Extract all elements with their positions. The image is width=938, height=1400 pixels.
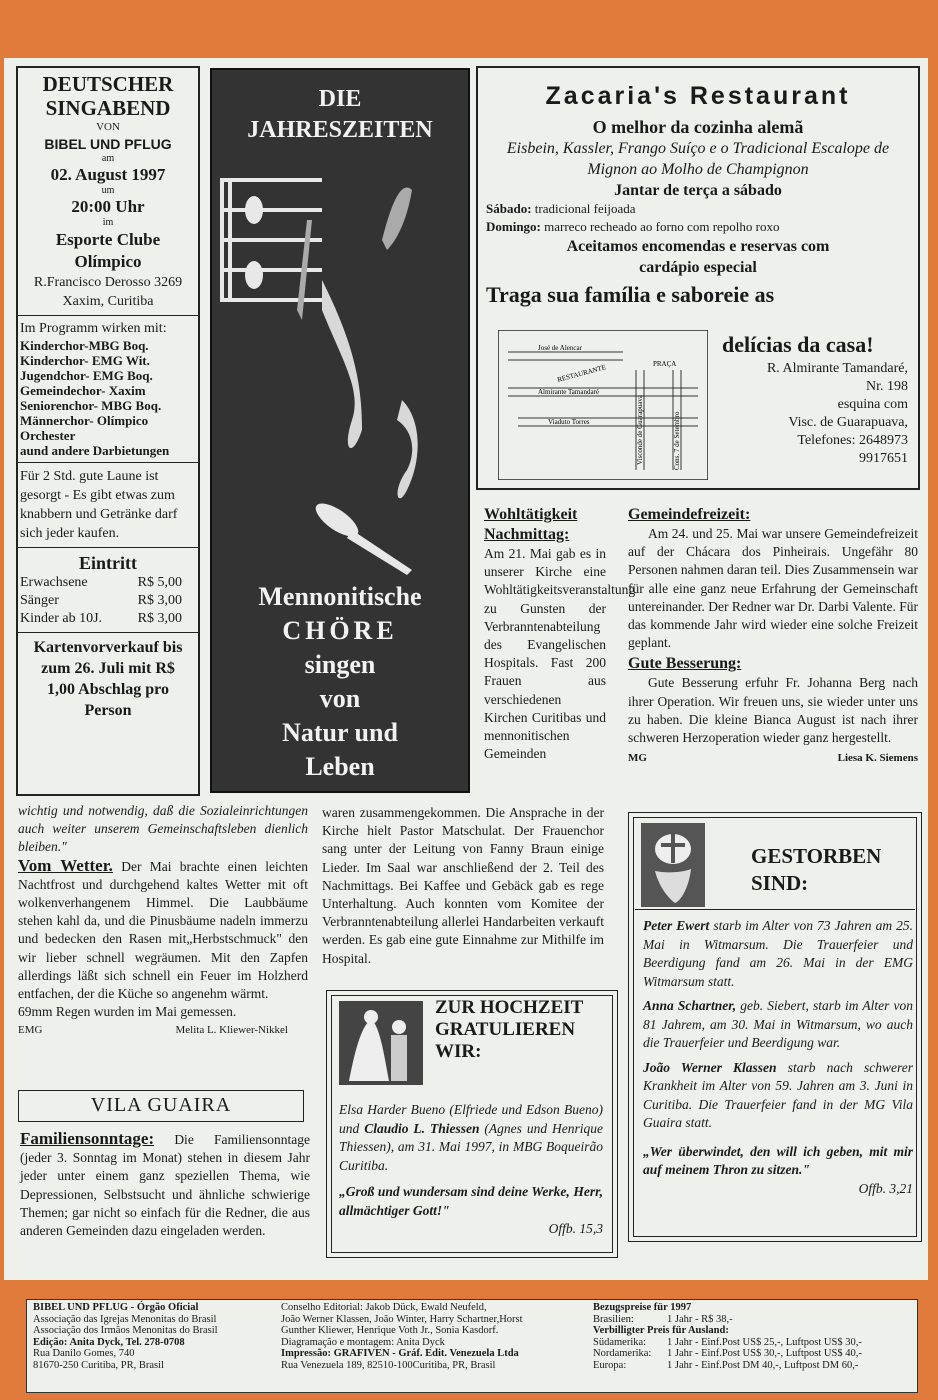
wetter-article [18, 802, 308, 1040]
domingo-text: marreco recheado ao forno com repolho roxo [544, 219, 780, 234]
hochzeit-details: (Agnes und Henrique Thiessen), am 31. Mai 1997, in MBG Boqueirão Curitiba. [339, 1120, 603, 1173]
newspaper-page [4, 58, 928, 1280]
gemeindefreizeit-article [628, 505, 918, 767]
singabend-am: am [101, 153, 115, 164]
poster-line-1: Mennonitische [258, 582, 422, 611]
vila-guaira-title: VILA GUAIRA [90, 1094, 232, 1116]
price-region: Südamerika: [593, 1336, 647, 1348]
eintritt-heading: Eintritt [79, 553, 137, 573]
impressum-line: Associação dos Irmãos Menonitas do Brasil [33, 1325, 218, 1337]
ausland-title: Verbilligter Preis für Ausland: [593, 1325, 729, 1337]
program-intro: Im Programm wirken mit: [20, 321, 167, 336]
poster-line-4: von [319, 684, 361, 713]
choir-item: Seniorenchor- MBG Boq. [20, 398, 162, 413]
bezugspreise-title: Bezugspreise für 1997 [593, 1302, 692, 1313]
restaurant-dishes: Eisbein, Kassler, Frango Suíço e o Tradicional Escalope de Mignon ao Molho de Champignon [506, 140, 890, 178]
wetter-text: Der Mai brachte einen leichten Nachtfrost und durchgehend kaltes Wetter mit oft wolkenverhangenem Himmel. Die Laubbäume stehen kahl da, und die Pinusbäume nadeln immerzu und bedecken den Rasen mit„Herbstschmuck" den wir lieber schnell wegräumen. Mit den Zapfen allerdings läßt sich schnell ein Feuer im Holzherd entfachen, der die Küche so angenehm wärmt. [18, 858, 309, 1002]
impressum-line: Impressão: GRAFIVEN - Gráf. Edit. Venezuela Ltda [281, 1348, 519, 1360]
impressum-line: Diagramação e montagem: Anita Dyck [281, 1336, 445, 1348]
singabend-place-1: Esporte Clube [55, 230, 161, 249]
singabend-time: 20:00 Uhr [71, 197, 145, 216]
price-value: 1 Jahr - R$ 38,- [667, 1313, 733, 1325]
vorverkauf-text: Kartenvorverkauf bis zum 26. Juli mit R$ 1,00 Abschlag pro Person [33, 639, 183, 719]
fun-text: Für 2 Std. gute Laune ist gesorgt - Es gibt etwas zum knabbern und Getränke darf sich jeder kaufen. [20, 469, 178, 541]
wetter-regen: 69mm Regen wurden im Mai gemessen. [18, 1004, 237, 1020]
choir-item: Kinderchor-MBG Boq. [20, 338, 149, 353]
price-region: Brasilien: [593, 1313, 634, 1325]
price-row: Sänger R$ 3,00 [20, 593, 182, 608]
impressum-line: Conselho Editorial: Jakob Dück, Ewald Neufeld, [281, 1302, 487, 1313]
impressum-line: BIBEL UND PFLUG - Órgão Oficial [33, 1302, 199, 1313]
wohltaetigkeit-continuation [322, 804, 604, 968]
besserung-sign-left: MG [628, 752, 647, 765]
map-restaurante: RESTAURANTE [556, 363, 607, 384]
gemeindefreizeit-heading: Gemeindefreizeit: [628, 506, 751, 523]
impressum-col-1 [33, 1302, 273, 1372]
impressum-col-3 [593, 1302, 913, 1372]
vila-guaira-title-box [18, 1090, 304, 1122]
deceased-name: Peter Ewert [643, 918, 710, 933]
wohltaetigkeit-article [484, 505, 636, 763]
impressum-line: João Werner Klassen, João Winter, Harry Schartner,Horst [281, 1313, 523, 1325]
besserung-text: Gute Besserung erfuhr Fr. Johanna Berg nach ihrer Operation. Wir freuen uns, sie wieder unter uns zu haben. Die kleine Bianca August ist nach ihrer schweren Herzoperation wieder ganz hergestellt. [628, 675, 918, 746]
restaurant-jantar: Jantar de terça a sábado [614, 182, 782, 199]
besserung-sign-right: Liesa K. Siemens [837, 752, 918, 765]
wetter-intro: wichtig und notwendig, daß die Sozialeinrichtungen auch weiter unserem Gemeinschaftsleben dienlich bleiben." [18, 803, 308, 855]
restaurant-tagline: O melhor da cozinha alemã [592, 117, 804, 137]
impressum-line: Rua Venezuela 189, 82510-100Curitiba, PR, Brasil [281, 1359, 496, 1371]
address-line: esquina com [837, 397, 908, 412]
deceased-text: starb nach schwerer Krankheit im Alter von 59. Jahren am 3. Juni in Curitiba. Die Trauerfeier fand in der MG Vila Guaira statt. [643, 1059, 913, 1130]
hochzeit-parents-1: (Elfriede und Edson Bueno) und [339, 1102, 603, 1136]
restaurant-delicias: delícias da casa! [722, 332, 874, 357]
music-notes-illustration [212, 160, 468, 580]
restaurant-aceitamos: Aceitamos encomendas e reservas com cardápio especial [566, 238, 830, 276]
impressum-line: Gunther Kliewer, Henrique Voth Jr., Sonia Kasdorf. [281, 1325, 499, 1337]
singabend-addr-1: R.Francisco Derosso 3269 [33, 275, 183, 290]
domingo-label: Domingo: [486, 219, 541, 234]
hochzeit-name-1: Elsa Harder Bueno [339, 1102, 446, 1117]
singabend-date: 02. August 1997 [50, 165, 166, 184]
map-street-4: Visconde de Guarapuava [636, 395, 644, 465]
choir-item: Kinderchor- EMG Wit. [20, 353, 150, 368]
poster-line-2: CHÖRE [282, 616, 398, 645]
wetter-sign-left: EMG [18, 1024, 43, 1037]
wedding-couple-icon [339, 1001, 423, 1085]
familiensonntage-article [20, 1130, 310, 1240]
sabado-text: tradicional feijoada [534, 201, 636, 216]
address-line: Telefones: 2648973 [797, 433, 908, 448]
deceased-text: geb. Siebert, starb im Alter von 81 Jahrem, am 30. Mai in Witmarsum, wo auch die Trauerfeier und Beerdigung war. [643, 998, 913, 1050]
map-street-5: Cons. 7 de Setembro [673, 411, 681, 470]
singabend-im: im [102, 217, 114, 228]
gestorben-title: GESTORBEN SIND: [751, 844, 882, 895]
singabend-addr-2: Xaxim, Curitiba [62, 294, 154, 309]
choir-item: Männerchor- Olímpico [20, 413, 149, 428]
singabend-title-2: SINGABEND [45, 96, 171, 120]
impressum-col-2 [281, 1302, 591, 1372]
singabend-org: BIBEL UND PFLUG [44, 136, 172, 152]
impressum-box [26, 1299, 918, 1393]
address-line: Visc. de Guarapuava, [788, 415, 908, 430]
familiensonntage-heading: Familiensonntage: [20, 1129, 155, 1148]
choir-item: aund andere Darbietungen [20, 443, 170, 458]
poster-jahreszeiten: JAHRESZEITEN [247, 117, 433, 143]
price-value: 1 Jahr - Einf.Post US$ 30,-, Luftpost US$ 40,- [667, 1348, 862, 1360]
restaurant-traga: Traga sua família e saboreie as [486, 282, 775, 307]
impressum-line: Rua Danilo Gomes, 740 [33, 1348, 135, 1360]
familiensonntage-text: Die Familiensonntage (jeder 3. Sonntag im Monat) stehen in diesem Jahr jeder unter einem ganz speziellen Thema, wie Depressionen, Selbstsucht und ähnliche schwierige Themen; gar nicht so einfach für die Redner, die aus anderen Gemeinden dazu eingeladen werden. [20, 1132, 310, 1239]
deceased-name: Anna Schartner, [643, 998, 737, 1013]
hochzeit-title: ZUR HOCHZEIT GRATULIEREN WIR: [435, 997, 583, 1062]
impressum-line: Associação das Igrejas Menonitas do Brasil [33, 1313, 217, 1325]
gestorben-verse: „Wer überwindet, den will ich geben, mit mir auf meinem Thron zu sitzen." [643, 1143, 913, 1177]
location-map [498, 330, 708, 480]
wetter-heading: Vom Wetter. [18, 855, 113, 875]
hochzeit-verse: „Groß und wundersam sind deine Werke, Herr, allmächtiger Gott!" [339, 1184, 603, 1218]
poster-line-3: singen [304, 650, 376, 679]
gestorben-ref: Offb. 3,21 [858, 1180, 913, 1196]
impressum-line: 81670-250 Curitiba, PR, Brasil [33, 1359, 164, 1371]
price-row: Kinder ab 10J. R$ 3,00 [20, 611, 182, 626]
singabend-um: um [101, 185, 115, 196]
address-line: Nr. 198 [866, 379, 908, 394]
singabend-title-1: DEUTSCHER [42, 72, 174, 96]
restaurant-name: Zacaria's Restaurant [545, 82, 851, 110]
wohltaetigkeit-cont-text: waren zusammengekommen. Die Ansprache in der Kirche hielt Pastor Matschulat. Der Frauenchor sang unter der Leitung von Fanny Braun einige Lieder. Im Saal war anschließend der 2. Teil des Nachmittags. Bei Kaffee und Gebäck gab es rege Unterhaltung. Auch konnten vom Komitee der Verbranntenabteilung allerlei Handarbeiten verkauft werden. Es gab eine gute Einnahme zur Mithilfe im Hospital. [322, 805, 604, 966]
deceased-name: João Werner Klassen [643, 1059, 777, 1075]
address-line: R. Almirante Tamandaré, [766, 361, 908, 376]
choir-item: Orchester [20, 428, 76, 443]
footer-band [0, 1283, 938, 1400]
price-region: Europa: [593, 1359, 627, 1371]
price-value: 1 Jahr - Einf.Post DM 40,-, Luftpost DM 60,- [667, 1359, 859, 1371]
hochzeit-name-2: Claudio L. Thiessen [364, 1120, 480, 1136]
map-street-3: Viaduto Torres [548, 418, 590, 426]
memorial-cross-icon [641, 823, 705, 907]
wetter-sign-right: Melita L. Kliewer-Nikkel [175, 1024, 288, 1037]
choir-item: Gemeindechor- Xaxim [20, 383, 146, 398]
hochzeit-box [326, 990, 618, 1258]
price-region: Nordamerika: [593, 1348, 652, 1360]
poster-die: DIE [318, 86, 362, 112]
gestorben-box [628, 812, 922, 1242]
poster-line-5: Natur und [282, 718, 398, 747]
wohltaetigkeit-heading: Wohltätigkeit Nachmittag: [484, 506, 578, 543]
gemeindefreizeit-text: Am 24. und 25. Mai war unsere Gemeindefreizeit auf der Chácara dos Pinheirais. Ungefähr 80 Personen nahmen daran teil. Dies Zusammensein war für alle eine ganz neue Erfahrung der Gemeinschaft untereinander. Der Redner war Dr. Darbi Valente. Für das kommende Jahr wird wieder eine solche Freizeit geplant. [628, 526, 918, 651]
sabado-label: Sábado: [486, 201, 532, 216]
map-street-1: José de Alencar [538, 344, 582, 352]
price-value: 1 Jahr - Einf.Post US$ 25,-, Luftpost US$ 30,- [667, 1336, 862, 1348]
singabend-von: VON [96, 121, 120, 133]
besserung-heading: Gute Besserung: [628, 655, 742, 673]
wohltaetigkeit-text: Am 21. Mai gab es in unserer Kirche eine Wohltätigkeitsveranstaltung zu Gunsten der Verbranntenabteilung des Evangelischen Hospitals. Fast 200 Frauen aus verschiedenen Kirchen Curitibas und mennonitischen Gemeinden [484, 546, 636, 762]
deceased-text: starb im Alter von 73 Jahren am 25. Mai in Witmarsum. Die Trauerfeier und Beerdigung fand am 26. Mai in der EMG Witmarsum statt. [643, 918, 913, 989]
hochzeit-ref: Offb. 15,3 [548, 1221, 603, 1236]
choir-item: Jugendchor- EMG Boq. [20, 368, 153, 383]
address-line: 9917651 [859, 451, 908, 466]
jahreszeiten-poster [210, 68, 470, 793]
map-street-2: Almirante Tamandaré [538, 388, 599, 396]
poster-line-6: Leben [305, 752, 375, 781]
singabend-place-2: Olímpico [74, 252, 142, 271]
price-row: Erwachsene R$ 5,00 [20, 575, 182, 590]
map-praca: PRAÇA [653, 360, 677, 368]
impressum-line: Edição: Anita Dyck, Tel. 278-0708 [33, 1336, 185, 1348]
singabend-ad [16, 66, 200, 796]
restaurant-ad [476, 66, 920, 490]
